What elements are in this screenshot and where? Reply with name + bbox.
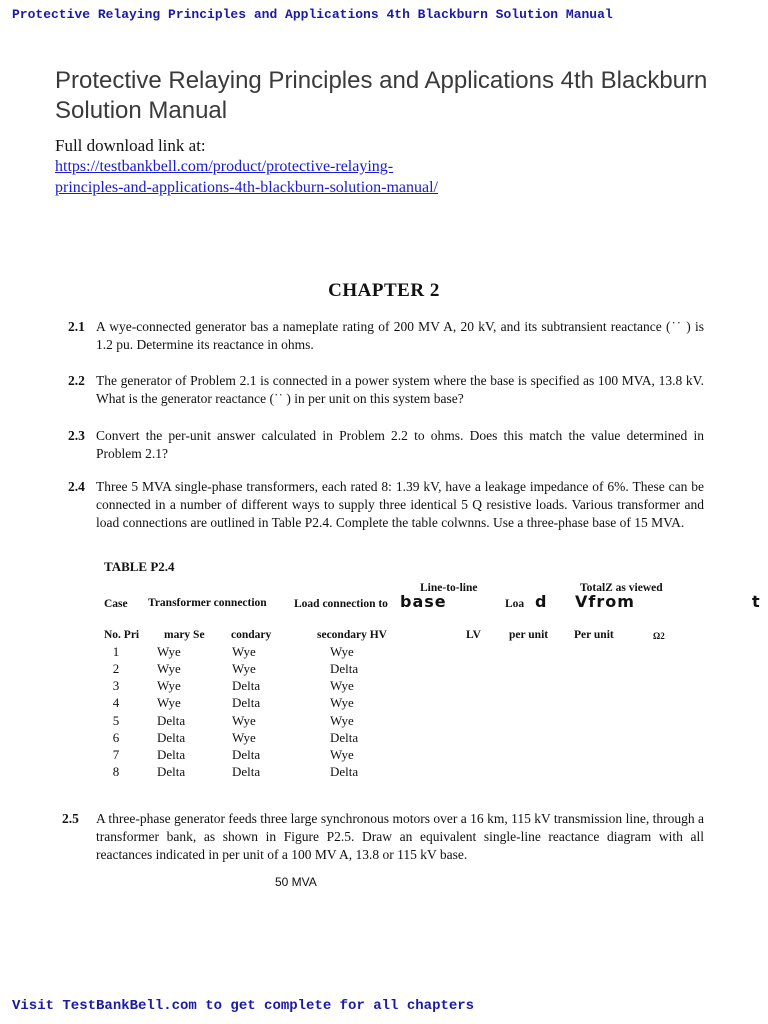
cell-secondary: Delta [232, 695, 261, 710]
cell-secondary: Wye [232, 730, 256, 745]
problem-number: 2.2 [68, 373, 85, 388]
header-lv: LV [466, 629, 481, 641]
header-per-unit: per unit [509, 629, 549, 641]
cell-load: Wye [330, 713, 354, 728]
header-per-unit-2: Per unit [574, 629, 614, 641]
cell-load: Wye [330, 644, 354, 659]
cell-secondary: Delta [232, 678, 261, 693]
cell-secondary: Delta [232, 764, 261, 779]
download-link[interactable]: https://testbankbell.com/product/protective-relaying-principles-and-applications-4th-blackburn-solution-manual/ [55, 158, 438, 196]
header-transformer-connection: Transformer connection [148, 597, 267, 609]
cell-load: Wye [330, 695, 354, 710]
problem-2-2 [68, 372, 704, 408]
table-title: TABLE P2.4 [104, 559, 175, 574]
cell-case: 8 [112, 764, 120, 779]
header-case: Case [104, 598, 128, 610]
header-load-connection: Load connection to [294, 598, 388, 610]
cell-case: 6 [112, 730, 120, 745]
cell-case: 3 [112, 678, 120, 693]
problem-number: 2.1 [68, 319, 85, 334]
cell-primary: Delta [157, 764, 186, 779]
problem-text: A wye-connected generator bas a nameplate rating of 200 MV A, 20 kV, and its subtransient reactance (˙˙ ) is 1.2 pu. Determine its reactance in ohms. [96, 319, 704, 352]
problem-number: 2.5 [62, 811, 79, 826]
figure-label: 50 MVA [275, 875, 317, 889]
problem-2-4 [68, 478, 704, 532]
header-line-to-line: Line-to-line [420, 582, 478, 594]
cell-load: Delta [330, 661, 359, 676]
cell-primary: Wye [157, 695, 181, 710]
problem-text: A three-phase generator feeds three large synchronous motors over a 16 km, 115 kV transmission line, through a transformer bank, as shown in Figure P2.5. Draw an equivalent single-line reactance diagram with all reactances indicated in per unit of a 100 MV A, 13.8 or 115 kV base. [96, 811, 704, 862]
cell-secondary: Wye [232, 713, 256, 728]
header-t: t [752, 592, 761, 611]
cell-case: 7 [112, 747, 120, 762]
page-title: Protective Relaying Principles and Applications 4th Blackburn Solution Manual [55, 67, 708, 124]
header-no-pri: No. Pri [104, 629, 140, 641]
cell-load: Delta [330, 764, 359, 779]
cell-primary: Delta [157, 730, 186, 745]
download-label: Full download link at: [55, 136, 206, 155]
header-secondary-hv: secondary HV [317, 629, 387, 641]
cell-secondary: Delta [232, 747, 261, 762]
problem-number: 2.4 [68, 479, 85, 494]
header-total-z: TotalZ as viewed [580, 582, 663, 594]
header-vfrom: Vfrom [575, 592, 635, 611]
problem-text: The generator of Problem 2.1 is connected in a power system where the base is specified as 100 MVA, 13.8 kV. What is the generator reactance (˙˙ ) in per unit on this system base? [96, 373, 704, 406]
problem-2-3 [68, 427, 704, 463]
footer-banner: Visit TestBankBell.com to get complete for all chapters [12, 998, 475, 1014]
cell-primary: Wye [157, 661, 181, 676]
header-banner: Protective Relaying Principles and Applications 4th Blackburn Solution Manual [12, 7, 613, 22]
cell-load: Wye [330, 747, 354, 762]
cell-primary: Delta [157, 713, 186, 728]
cell-case: 1 [112, 644, 120, 659]
chapter-heading: CHAPTER 2 [328, 280, 440, 301]
cell-load: Wye [330, 678, 354, 693]
problem-2-1 [68, 318, 704, 354]
cell-primary: Delta [157, 747, 186, 762]
problem-text: Three 5 MVA single-phase transformers, each rated 8: 1.39 kV, have a leakage impedance of 6%. These can be connected in a number of different ways to supply three identical 5 Q resistive loads. Various transformer and load connections are outlined in Table P2.4. Complete the table colwnns. Use a three-phase base of 15 MVA. [96, 479, 704, 530]
cell-case: 4 [112, 695, 120, 710]
header-fragment: d [535, 592, 548, 611]
header-mary-se: mary Se [164, 629, 205, 641]
cell-primary: Wye [157, 678, 181, 693]
header-base: base [400, 592, 447, 611]
problem-number: 2.3 [68, 428, 85, 443]
problem-text: Convert the per-unit answer calculated in Problem 2.2 to ohms. Does this match the value determined in Problem 2.1? [96, 428, 704, 461]
problem-2-5 [62, 810, 704, 864]
cell-primary: Wye [157, 644, 181, 659]
cell-secondary: Wye [232, 644, 256, 659]
cell-case: 5 [112, 713, 120, 728]
header-condary: condary [231, 629, 272, 641]
cell-load: Delta [330, 730, 359, 745]
header-omega: Ω2 [653, 631, 665, 641]
cell-case: 2 [112, 661, 120, 676]
cell-secondary: Wye [232, 661, 256, 676]
header-loa: Loa [505, 598, 525, 610]
